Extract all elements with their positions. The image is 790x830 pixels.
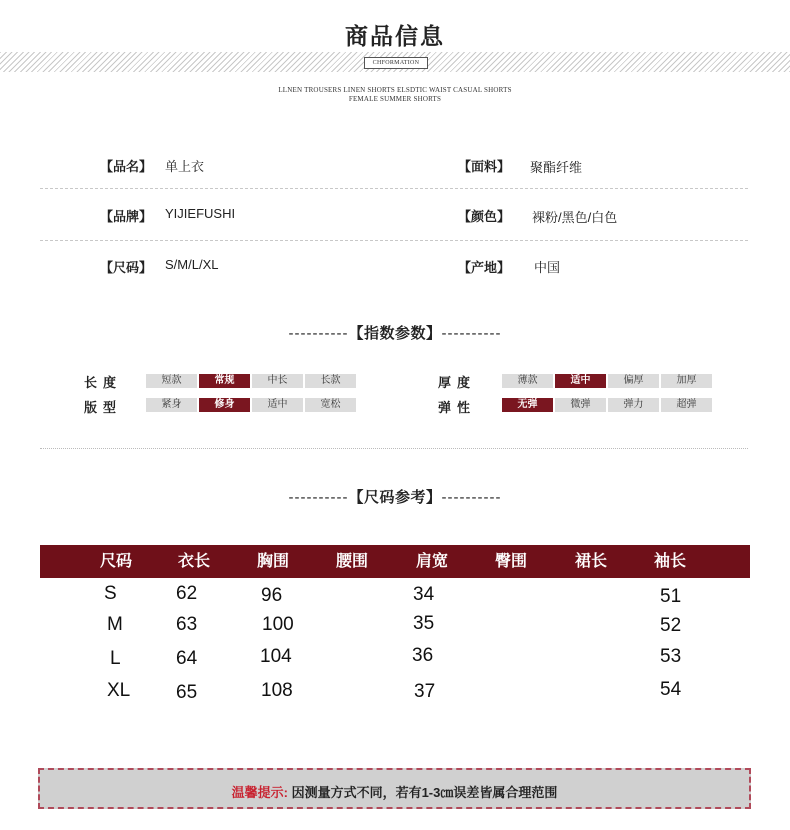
header-right-dashes: ---------- [441,325,502,342]
length-option: 长款 [305,374,356,388]
tip-text [40,782,749,801]
table-header-cell: 肩宽 [416,553,449,570]
header-left-dashes: ---------- [288,489,349,506]
header-subline-1: LLNEN TROUSERS LINEN SHORTS ELSDTIC WAIST CASUAL SHORTS [278,86,512,94]
elasticity-option: 微弹 [555,398,606,412]
size-value: S/M/L/XL [165,257,219,272]
table-header-cell: 袖长 [654,553,687,570]
table-cell: 65 [176,682,198,703]
size-table-header [40,545,750,578]
length-options [146,374,356,388]
thickness-option: 薄款 [502,374,553,388]
header-left-dashes: ---------- [288,325,349,342]
table-cell: 64 [176,648,198,669]
table-cell: 104 [260,646,292,667]
index-section-header [0,322,790,343]
table-cell: L [110,648,121,669]
table-header-cell: 裙长 [575,553,608,570]
size-section-title: 【尺码参考】 [348,489,442,506]
table-cell: 96 [261,585,283,606]
info-divider [40,188,748,189]
table-cell: 108 [261,680,293,701]
length-label: 长度 [84,375,123,390]
elasticity-label: 弹性 [438,400,477,415]
elasticity-options [502,398,712,412]
thickness-options [502,374,712,388]
tip-label: 温馨提示: [231,785,288,800]
length-option: 常规 [199,374,250,388]
table-cell: 36 [412,645,434,666]
brand-value: YIJIEFUSHI [165,206,236,221]
table-cell: 62 [176,583,198,604]
elasticity-option: 无弹 [502,398,553,412]
fit-option: 紧身 [146,398,197,412]
header-right-dashes: ---------- [441,489,502,506]
fit-option: 宽松 [305,398,356,412]
color-label: 【颜色】 [458,209,511,224]
fit-option: 适中 [252,398,303,412]
fit-option: 修身 [199,398,250,412]
table-header-cell: 胸围 [257,553,290,570]
table-cell: 34 [413,584,435,605]
header-subline-2: FEMALE SUMMER SHORTS [348,95,442,103]
fabric-label: 【面料】 [458,159,511,174]
section-divider [40,448,748,449]
elasticity-option: 超弹 [661,398,712,412]
length-option: 短款 [146,374,197,388]
fabric-value: 聚酯纤维 [530,160,583,175]
table-cell: 52 [660,615,682,636]
table-header-cell: 尺码 [100,553,133,570]
tip-message: 因测量方式不同，若有1-3㎝误差皆属合理范围 [291,785,558,800]
index-section-title: 【指数参数】 [348,325,442,342]
origin-value: 中国 [534,260,561,275]
fit-label: 版型 [84,400,123,415]
table-cell: 100 [262,614,294,635]
table-cell: 54 [660,679,682,700]
table-header-cell: 臀围 [495,553,528,570]
table-cell: 63 [176,614,198,635]
elasticity-option: 弹力 [608,398,659,412]
header-band-label: CHFORMATION [364,57,428,69]
origin-label: 【产地】 [458,260,511,275]
table-cell: XL [107,680,131,701]
table-cell: 51 [660,586,682,607]
table-cell: M [107,614,123,635]
table-cell: S [104,583,117,604]
product-name-label: 【品名】 [100,159,153,174]
thickness-option: 偏厚 [608,374,659,388]
size-section-header [0,486,790,507]
info-divider [40,240,748,241]
size-label: 【尺码】 [100,260,153,275]
tip-box [38,768,751,809]
table-cell: 37 [414,681,436,702]
color-value: 裸粉/黑色/白色 [532,210,618,225]
table-cell: 35 [413,613,435,634]
length-option: 中长 [252,374,303,388]
thickness-option: 适中 [555,374,606,388]
product-name-value: 单上衣 [165,159,205,174]
page-title: 商品信息 [345,23,445,50]
table-header-cell: 衣长 [178,553,211,570]
thickness-label: 厚度 [438,375,477,390]
table-cell: 53 [660,646,682,667]
brand-label: 【品牌】 [100,209,153,224]
fit-options [146,398,356,412]
table-header-cell: 腰围 [336,553,369,570]
thickness-option: 加厚 [661,374,712,388]
